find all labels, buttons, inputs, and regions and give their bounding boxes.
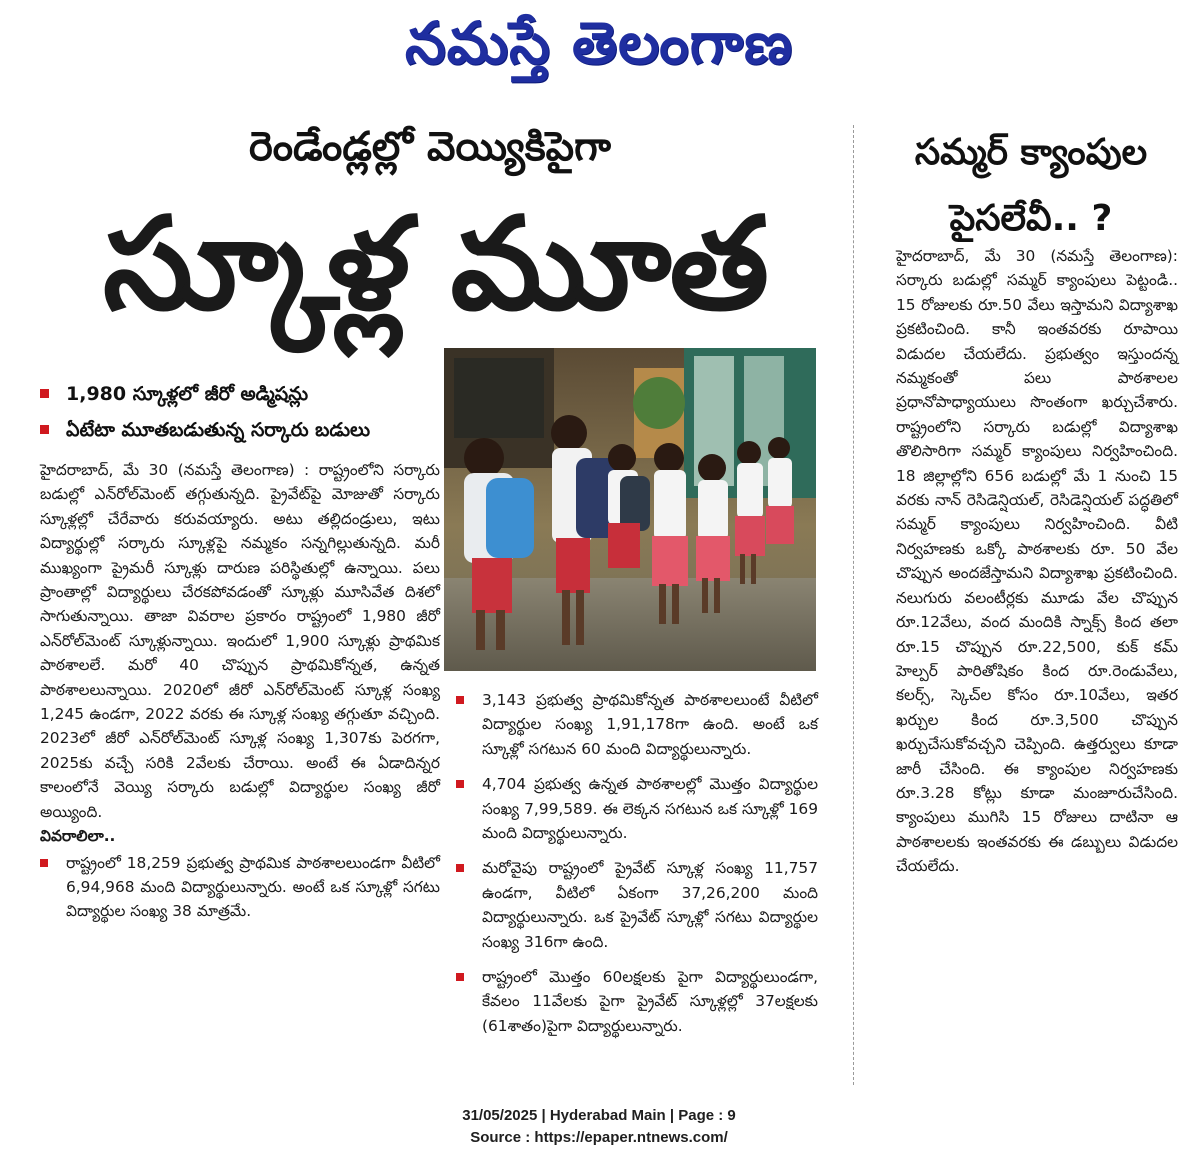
footer-edition-info: 31/05/2025 | Hyderabad Main | Page : 9 xyxy=(462,1107,736,1124)
detail-text: 3,143 ప్రభుత్వ ప్రాథమికోన్నత పాఠశాలలుంటే వీటిలో విద్యార్థుల సంఖ్య 1,91,178గా ఉంది. అంటే ఒక స్కూళ్లో సగటున 60 మంది విద్యార్థులున్నారు. xyxy=(482,691,818,758)
highlight-text: 1,980 స్కూళ్లలో జీరో అడ్మిషన్లు xyxy=(66,383,309,405)
story-headline: స్కూళ్ల మూత xyxy=(103,190,767,339)
detail-item xyxy=(40,851,440,924)
side-story-body: హైదరాబాద్, మే 30 (నమస్తే తెలంగాణ): సర్కారు బడుల్లో సమ్మర్ క్యాంపులు పెట్టండి.. 15 రోజులకు రూ.50 వేలు ఇస్తామని విద్యాశాఖ ప్రకటించింది. కానీ ఇంతవరకు రూపాయి విడుదల చేయలేదు. ప్రభుత్వం ఇస్తుందన్న నమ్మకంతో పలు పాఠశాలల ప్రధానోపాధ్యాయులు సొంతంగా ఖర్చుచేశారు. రాష్ట్రంలోని సర్కారు బడుల్లో విద్యాశాఖ తొలిసారిగా సమ్మర్ క్యాంపులు నిర్వహించింది. 18 జిల్లాల్లోని 656 బడుల్లో మే 1 నుంచి 15 వరకు నాన్ రెసిడెన్షియల్, రెసిడెన్షియల్ పద్ధతిలో సమ్మర్ క్యాంపులు నిర్వహించింది. వీటి నిర్వహణకు ఒక్కో పాఠశాలకు రూ. 50 వేల చొప్పున అందజేస్తామని విద్యాశాఖ ప్రకటించింది. నలుగురు వలంటీర్లకు మూడు వేల చొప్పున రూ.12వేలు, వంద మందికి స్నాక్స్ కింద తలా రూ.15 చొప్పున రూ.22,500, కుక్ కమ్ హెల్పర్ పారితోషికం కింద రూ.రెండువేలు, కలర్స్, స్కెచ్‌ల కోసం రూ.10వేలు, ఇతర ఖర్చుల కింద రూ.3,500 చొప్పున ఖర్చుచేసుకోవచ్చని చెప్పింది. ఉత్తర్వులు కూడా జారీ చేసింది. ఈ క్యాంపుల నిర్వహణకు రూ.3.28 కోట్లు కూడా మంజూరుచేసింది. క్యాంపులు ముగిసి 15 రోజులు దాటినా ఆ పాఠశాలలకు ఇంతవరకు ఈ డబ్బులు విడుదల చేయలేదు. xyxy=(896,247,1178,876)
details-heading: వివరాలిలా.. xyxy=(40,827,116,846)
side-story-column xyxy=(896,244,1178,879)
detail-item xyxy=(456,856,818,954)
students-photo xyxy=(444,348,816,671)
students-photo-illustration xyxy=(444,348,816,671)
bullet-icon xyxy=(40,425,49,434)
highlight-item xyxy=(40,380,440,416)
highlights-list xyxy=(40,380,440,452)
bullet-icon xyxy=(456,696,464,704)
highlight-text: ఏటేటా మూతబడుతున్న సర్కారు బడులు xyxy=(66,419,371,441)
story-body: హైదరాబాద్, మే 30 (నమస్తే తెలంగాణ) : రాష్ట్రంలోని సర్కారు బడుల్లో ఎన్‌రోల్‌మెంట్ తగ్గుతున్నది. ప్రైవేట్‌పై మోజుతో సర్కారు స్కూళ్లల్లో చేరేవారు కరువయ్యారు. అటు తల్లిదండ్రులు, ఇటు విద్యార్థుల్లో సర్కారు స్కూళ్లపై నమ్మకం సన్నగిల్లుతున్నది. మరీ ముఖ్యంగా ప్రైమరీ స్కూళ్లు దారుణ పరిస్థితుల్లో ఉన్నాయి. పలు ప్రాంతాల్లో విద్యార్థులు చేరకపోవడంతో స్కూళ్లు మూసివేత దిశలో సాగుతున్నాయి. తాజా వివరాల ప్రకారం రాష్ట్రంలో 1,980 జీరో ఎన్‌రోల్‌మెంట్ స్కూళ్లున్నాయి. ఇందులో 1,900 స్కూళ్లు ప్రాథమిక పాఠశాలలే. మరో 40 చొప్పున ప్రాథమికోన్నత, ఉన్నత పాఠశాలలున్నాయి. 2020లో జీరో ఎన్‌రోల్‌మెంట్ స్కూళ్ల సంఖ్య 1,245 ఉండగా, 2022 వరకు ఈ స్కూళ్ల సంఖ్య తగ్గుతూ వచ్చింది. 2023లో జీరో ఎన్‌రోల్‌మెంట్ స్కూళ్ల సంఖ్య 1,307కు పెరగగా, 2025కు వచ్చే సరికి 2వేలకు చేరాయి. అంటే ఈ ఏడాదిన్నర కాలంలోనే వెయ్యి సర్కారు బడుల్లో విద్యార్థుల సంఖ్య జీరో అయ్యింది. xyxy=(40,461,440,821)
bullet-icon xyxy=(456,864,464,872)
detail-item xyxy=(456,965,818,1038)
detail-text: రాష్ట్రంలో మొత్తం 60లక్షలకు పైగా విద్యార్థులుండగా, కేవలం 11వేలకు పైగా ప్రైవేట్ స్కూళ్లల్లో 37లక్షలకు (61శాతం)పైగా విద్యార్థులున్నారు. xyxy=(482,968,818,1035)
column-divider xyxy=(853,125,854,1085)
highlight-item xyxy=(40,416,440,452)
story-kicker: రెండేండ్లల్లో వెయ్యికిపైగా xyxy=(249,124,611,170)
footer-source-link[interactable]: Source : https://epaper.ntnews.com/ xyxy=(470,1129,728,1146)
side-story-title-line2: పైసలేవీ.. ? xyxy=(949,198,1113,239)
bullet-icon xyxy=(456,780,464,788)
masthead-logo: నమస్తే తెలంగాణ xyxy=(405,9,793,77)
side-story-title-line1: సమ్మర్ క్యాంపుల xyxy=(914,132,1148,173)
story-body-column-2 xyxy=(456,686,818,1049)
detail-item xyxy=(456,688,818,761)
page-footer xyxy=(0,1105,1198,1149)
detail-text: మరోవైపు రాష్ట్రంలో ప్రైవేట్ స్కూళ్ల సంఖ్య 11,757 ఉండగా, వీటిలో ఏకంగా 37,26,200 మంది విద్యార్థులున్నారు. ఒక ప్రైవేట్ స్కూళ్లో సగటు విద్యార్థుల సంఖ్య 316గా ఉంది. xyxy=(482,859,818,951)
bullet-icon xyxy=(40,389,49,398)
detail-text: రాష్ట్రంలో 18,259 ప్రభుత్వ ప్రాథమిక పాఠశాలలుండగా వీటిలో 6,94,968 మంది విద్యార్థులున్నారు. అంటే ఒక స్కూళ్లో సగటు విద్యార్థుల సంఖ్య 38 మాత్రమే. xyxy=(66,853,440,921)
detail-item xyxy=(456,772,818,845)
story-body-column-1 xyxy=(40,458,440,924)
bullet-icon xyxy=(456,973,464,981)
bullet-icon xyxy=(40,859,48,867)
detail-text: 4,704 ప్రభుత్వ ఉన్నత పాఠశాలల్లో మొత్తం విద్యార్థుల సంఖ్య 7,99,589. ఈ లెక్కన సగటున ఒక స్కూళ్లో 169 మంది విద్యార్థులున్నారు. xyxy=(482,775,818,843)
side-story-title xyxy=(876,120,1186,252)
